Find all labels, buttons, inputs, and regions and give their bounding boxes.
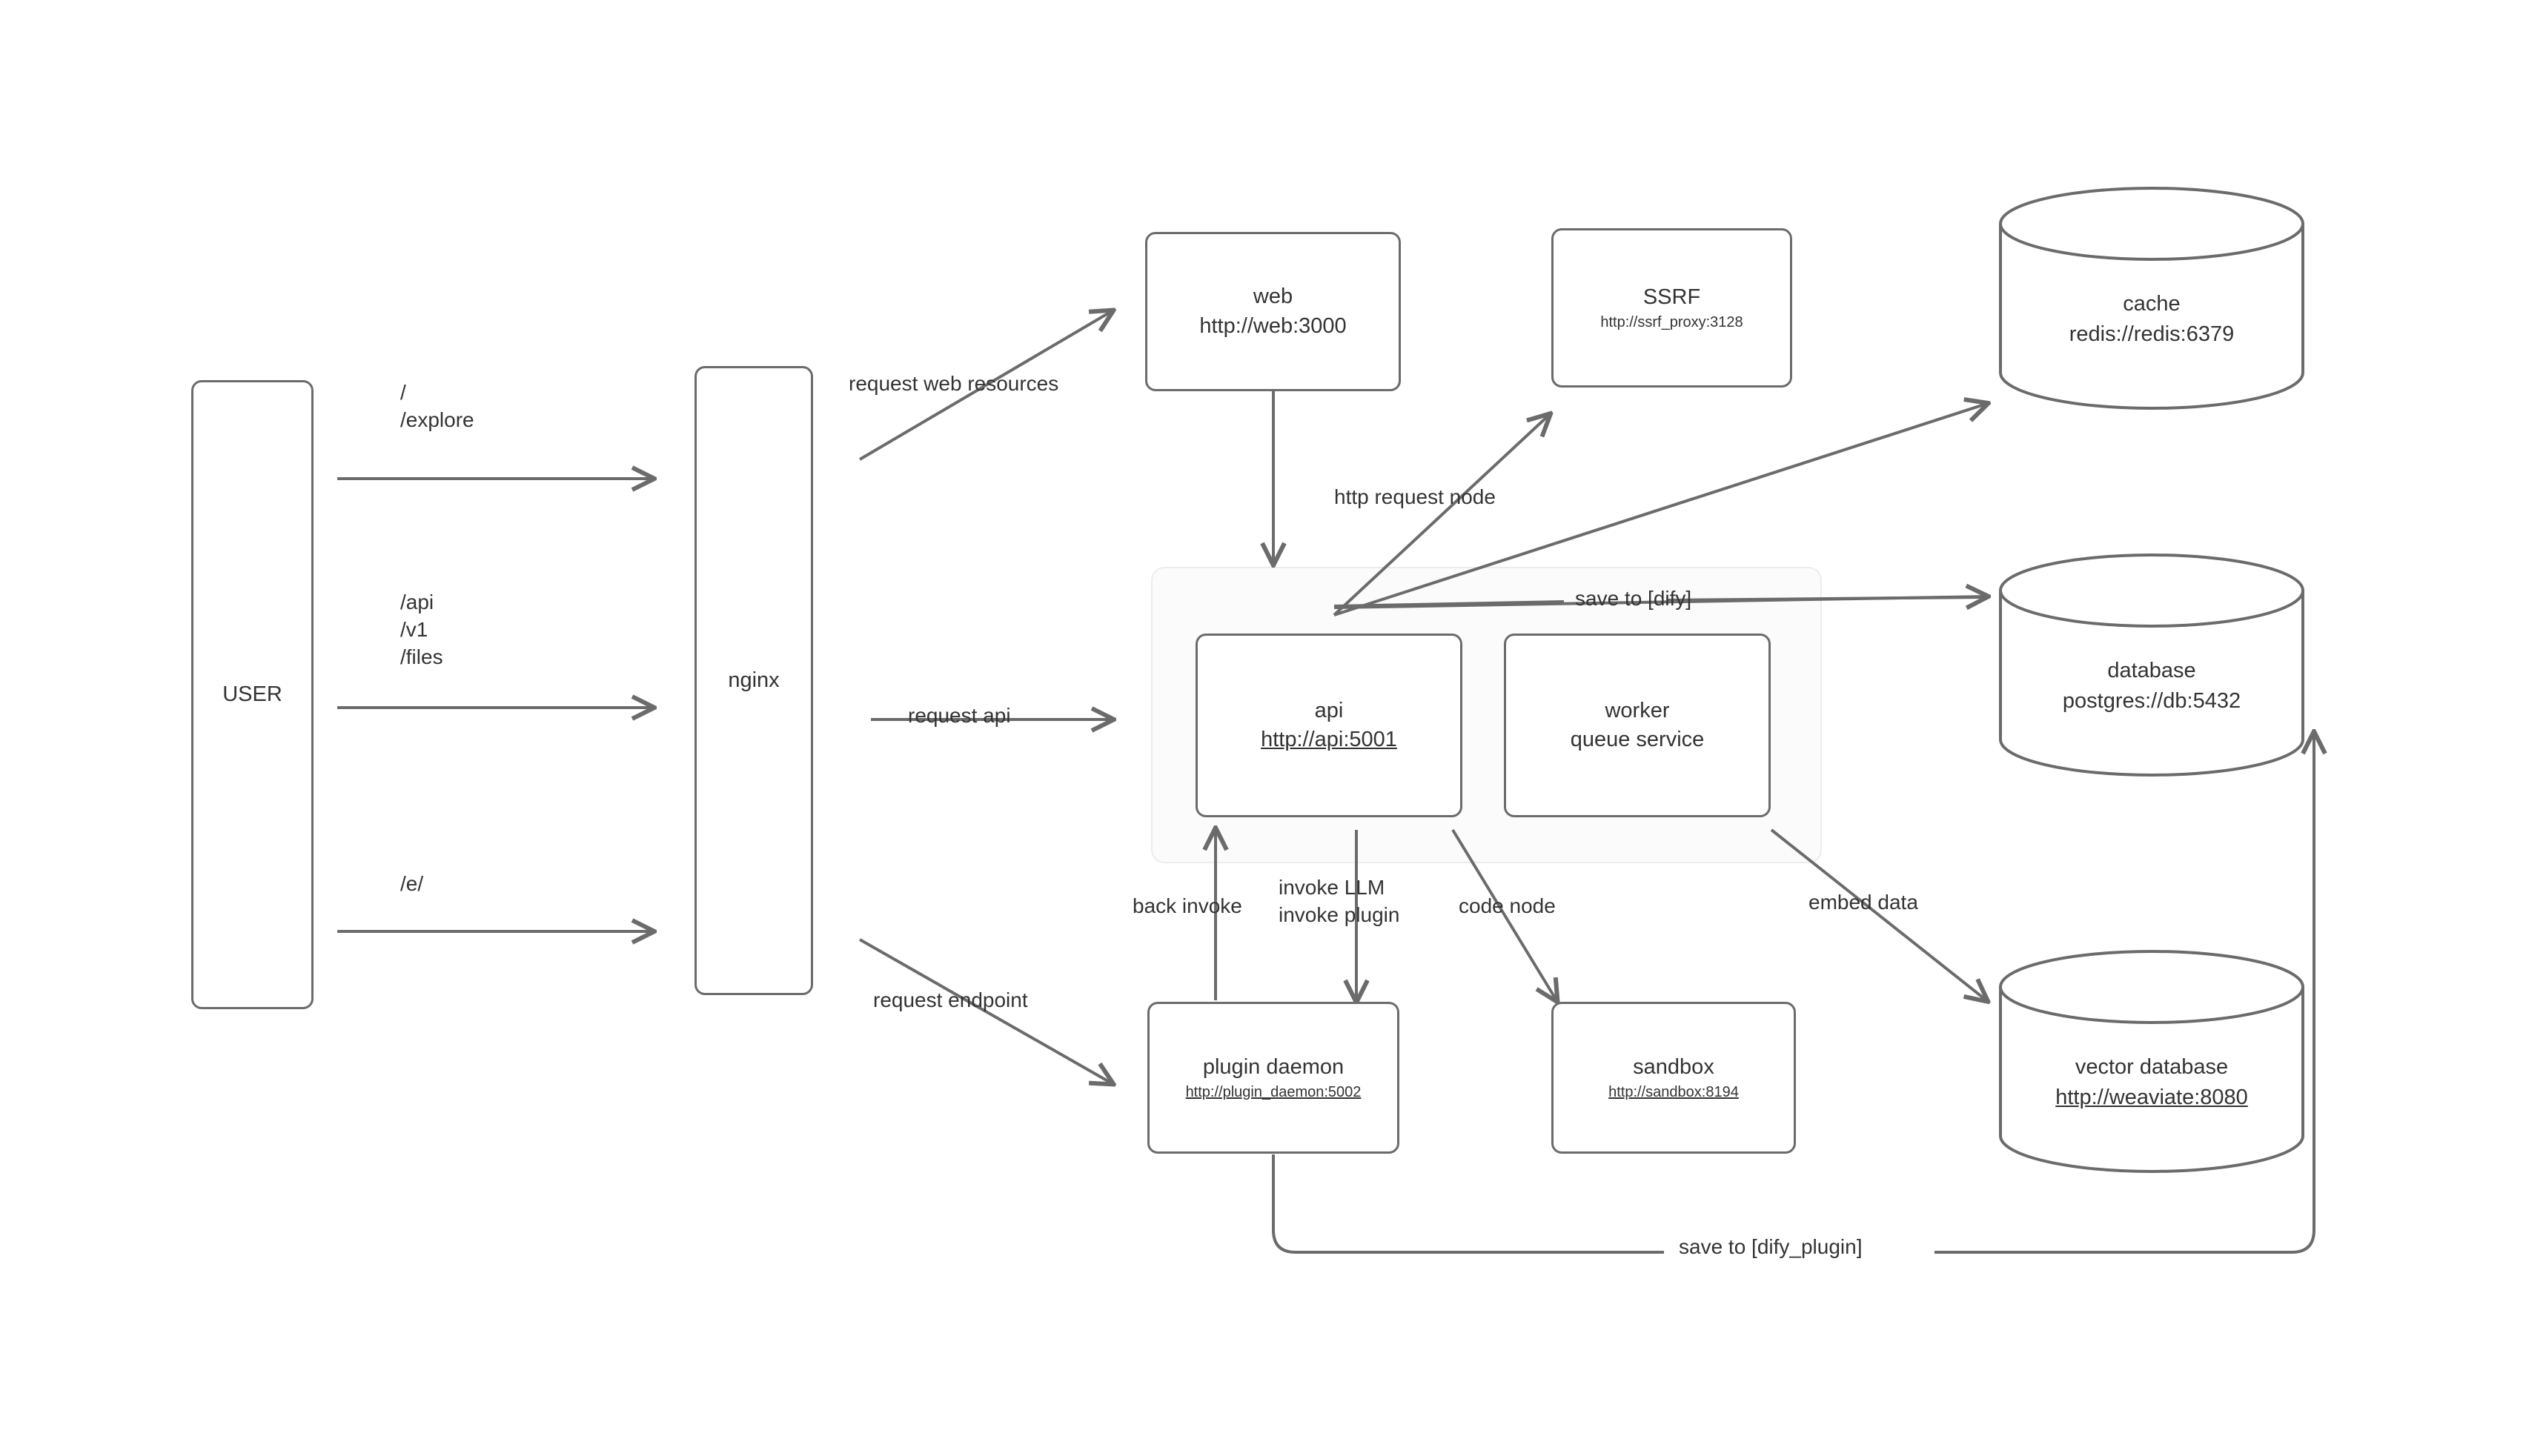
node-user[interactable] xyxy=(191,380,314,1009)
label-user-paths-3: /e/ xyxy=(400,872,424,895)
node-database-title: database xyxy=(2107,659,2196,682)
node-api[interactable] xyxy=(1196,634,1462,817)
node-worker-sub: queue service xyxy=(1570,728,1705,751)
label-http-request-node: http request node xyxy=(1334,485,1496,508)
node-web-title: web xyxy=(1253,285,1293,309)
node-ssrf[interactable] xyxy=(1551,228,1792,388)
node-web[interactable] xyxy=(1145,232,1401,391)
node-plugin-daemon-title: plugin daemon xyxy=(1202,1055,1345,1080)
label-save-to-dify: save to [dify] xyxy=(1575,587,1692,610)
node-plugin-daemon[interactable] xyxy=(1147,1002,1399,1154)
label-code-node: code node xyxy=(1459,894,1556,917)
node-sandbox-url: http://sandbox:8194 xyxy=(1608,1083,1739,1100)
node-sandbox-title: sandbox xyxy=(1633,1055,1714,1080)
node-vector-database-title: vector database xyxy=(2075,1055,2229,1079)
label-request-endpoint: request endpoint xyxy=(873,988,1028,1011)
node-database[interactable] xyxy=(1996,552,2307,778)
label-user-paths-2: /api /v1 /files xyxy=(400,591,443,668)
node-vector-database-url: http://weaviate:8080 xyxy=(2055,1085,2248,1109)
node-database-url: postgres://db:5432 xyxy=(2062,688,2241,713)
node-api-url: http://api:5001 xyxy=(1261,728,1397,751)
label-request-web-resources: request web resources xyxy=(849,372,1059,395)
label-invoke-llm-plugin: invoke LLM invoke plugin xyxy=(1279,876,1400,926)
node-nginx-label: nginx xyxy=(728,668,780,692)
label-save-to-dify-plugin: save to [dify_plugin] xyxy=(1679,1235,1863,1258)
node-ssrf-title: SSRF xyxy=(1642,285,1701,310)
node-cache-title: cache xyxy=(2123,292,2181,316)
node-worker-title: worker xyxy=(1605,698,1670,722)
node-api-title: api xyxy=(1314,698,1344,722)
node-user-label: USER xyxy=(222,682,282,706)
label-back-invoke: back invoke xyxy=(1133,894,1242,917)
node-cache-url: redis://redis:6379 xyxy=(2069,322,2235,346)
node-nginx[interactable] xyxy=(694,366,813,995)
node-plugin-daemon-url: http://plugin_daemon:5002 xyxy=(1185,1083,1362,1100)
node-ssrf-url: http://ssrf_proxy:3128 xyxy=(1600,313,1743,330)
node-web-url: http://web:3000 xyxy=(1199,313,1347,338)
node-cache[interactable] xyxy=(1996,185,2307,411)
node-sandbox[interactable] xyxy=(1551,1002,1796,1154)
node-worker[interactable] xyxy=(1504,634,1771,817)
label-user-paths-1: / /explore xyxy=(400,381,474,431)
label-request-api: request api xyxy=(908,704,1011,727)
label-embed-data: embed data xyxy=(1808,891,1918,914)
node-vector-database[interactable] xyxy=(1996,948,2307,1174)
